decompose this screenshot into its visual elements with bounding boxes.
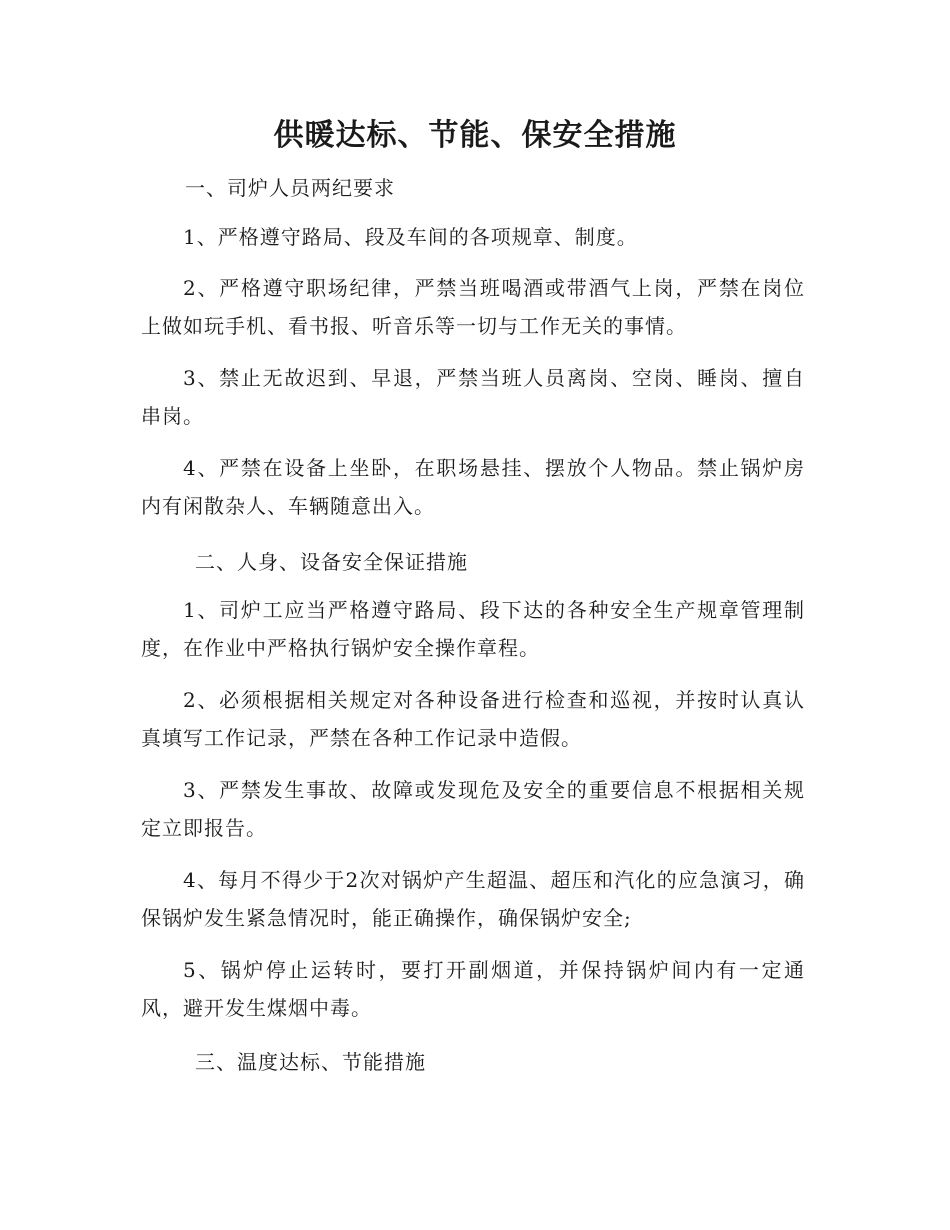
paragraph-1-2: 2、严格遵守职场纪律，严禁当班喝酒或带酒气上岗，严禁在岗位上做如玩手机、看书报、听音乐等一切与工作无关的事情。 — [141, 276, 805, 338]
paragraph-2-2: 2、必须根据相关规定对各种设备进行检查和巡视，并按时认真认真填写工作记录，严禁在各种工作记录中造假。 — [141, 688, 805, 750]
paragraph-2-5: 5、锅炉停止运转时，要打开副烟道，并保持锅炉间内有一定通风，避开发生煤烟中毒。 — [141, 958, 805, 1020]
document-title: 供暖达标、节能、保安全措施 — [273, 118, 677, 153]
section-heading-3: 三、温度达标、节能措施 — [195, 1050, 426, 1074]
paragraph-1-1: 1、严格遵守路局、段及车间的各项规章、制度。 — [183, 225, 638, 249]
paragraph-1-3: 3、禁止无故迟到、早退，严禁当班人员离岗、空岗、睡岗、擅自串岗。 — [141, 366, 805, 428]
section-heading-1: 一、司炉人员两纪要求 — [185, 176, 395, 200]
paragraph-2-4: 4、每月不得少于2次对锅炉产生超温、超压和汽化的应急演习，确保锅炉发生紧急情况时，能正确操作，确保锅炉安全; — [141, 868, 805, 930]
paragraph-2-1: 1、司炉工应当严格遵守路局、段下达的各种安全生产规章管理制度，在作业中严格执行锅炉安全操作章程。 — [141, 598, 805, 660]
paragraph-2-3: 3、严禁发生事故、故障或发现危及安全的重要信息不根据相关规定立即报告。 — [141, 778, 805, 840]
paragraph-1-4: 4、严禁在设备上坐卧，在职场悬挂、摆放个人物品。禁止锅炉房内有闲散杂人、车辆随意出入。 — [141, 456, 805, 518]
section-heading-2: 二、人身、设备安全保证措施 — [195, 550, 468, 574]
